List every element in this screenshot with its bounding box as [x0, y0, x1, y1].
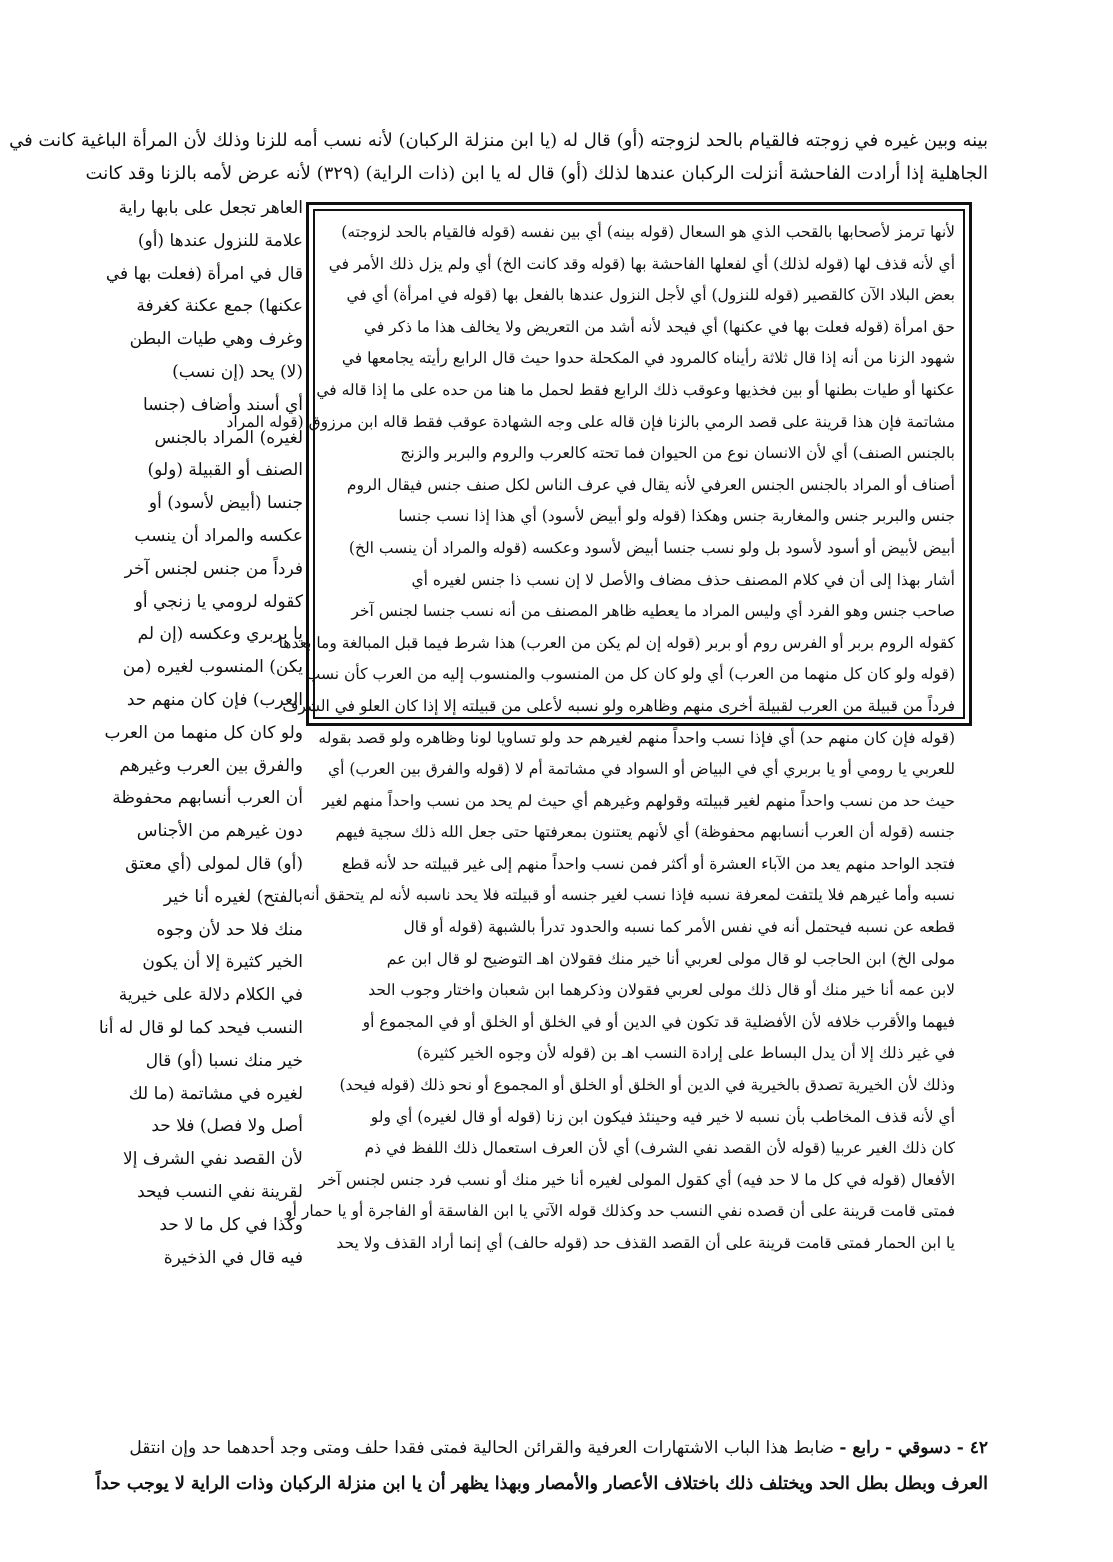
text-line: وغرف وهي طيات البطن — [129, 329, 303, 350]
text-line: بالجنس الصنف) أي لأن الانسان نوع من الحيوان فما تحته كالعرب والروم والبربر والزنج — [400, 444, 955, 463]
text-line: أشار بهذا إلى أن في كلام المصنف حذف مضاف والأصل لا إن نسب ذا جنس لغيره أي — [411, 570, 955, 589]
text-line: لغيره في مشاتمة (ما لك — [128, 1083, 303, 1104]
text-line: فرداً من قبيلة من العرب لقبيلة أخرى منهم وظاهره ولو نسبه لأعلى من قبيلته إلا إذا كان العلو في الشرف — [282, 696, 955, 715]
text-line: ولو كان كل منهما من العرب — [104, 722, 303, 743]
text-line: كان ذلك الغير عربيا (قوله لأن القصد نفي الشرف) أي لأن العرف استعمال ذلك اللفظ في ذم — [364, 1139, 955, 1158]
text-line: قطعه عن نسبه فيحتمل أنه في نفس الأمر كما نسبه والحدود تدرأ بالشبهة (قوله أو قال — [403, 918, 955, 937]
text-line: لغيره) المراد بالجنس — [154, 427, 303, 448]
text-line: كقوله لرومي يا زنجي أو — [134, 591, 303, 612]
text-line: فتجد الواحد منهم يعد من الآباء العشرة أو أكثر فمن نسب واحداً منهم إلى غير قبيلته حد لأنه قطع — [341, 854, 955, 873]
page-signature: ٤٢ - دسوقي - رابع - — [839, 1438, 988, 1458]
text-line: صاحب جنس وهو الفرد أي وليس المراد ما يعطيه ظاهر المصنف من أنه نسب جنسا لجنس آخر — [351, 602, 955, 621]
text-line: (لا) يحد (إن نسب) — [172, 361, 303, 382]
text-line: العرب) فإن كان منهم حد — [126, 689, 303, 710]
text-line: في غير ذلك إلا أن يدل البساط على إرادة النسب اهـ بن (قوله لأن وجوه الخير كثيرة) — [416, 1044, 955, 1063]
text-line: وكذا في كل ما لا حد — [159, 1214, 303, 1235]
text-line: خير منك نسبا (أو) قال — [145, 1050, 303, 1071]
text-line: عكسه والمراد أن ينسب — [134, 525, 303, 546]
text-line: للعربي يا رومي أو يا بربري أي في البياض أو السواد في مشاتمة أم لا (قوله والفرق بين العرب) أي — [328, 760, 955, 779]
text-line: الخير كثيرة إلا أن يكون — [142, 952, 303, 973]
text-line: عكنها أو طيات بطنها أو بين فخذيها وعوقب ذلك الرابع فقط لحمل ما هنا من حده على ما إذا قاله في — [316, 380, 955, 399]
footer-line-1-text: ضابط هذا الباب الاشتهارات العرفية والقرائن الحالية فمتى فقدا حلف ومتى وجد أحدهما حد وإن انتقل — [129, 1438, 834, 1458]
text-line: مولى الخ) ابن الحاجب لو قال مولى لعربي أنا خير منك فقولان اهـ التوضيح لو قال ابن عم — [386, 949, 955, 968]
text-line: فرداً من جنس لجنس آخر — [124, 558, 303, 579]
footer-text — [95, 1430, 988, 1502]
text-line: علامة للنزول عندها (أو) — [137, 230, 303, 251]
text-line: بعض البلاد الآن كالقصير (قوله للنزول) أي لأجل النزول عندها بالفعل بها (قوله في امرأة) أي في — [346, 286, 955, 305]
text-line: قال في امرأة (فعلت بها في — [105, 263, 303, 284]
text-line: فيه قال في الذخيرة — [163, 1247, 303, 1268]
text-line: كقوله الروم بربر أو الفرس روم أو بربر (قوله إن لم يكن من العرب) هذا شرط فيما قبل المبالغة وما بعدها — [278, 633, 955, 652]
text-line: لأنها ترمز لأصحابها بالقحب الذي هو السعال (قوله بينه) أي بين نفسه (قوله فالقيام بالحد لزوجته) — [341, 223, 955, 241]
text-line: فمتى قامت قرينة على أن قصده نفي النسب حد وكذلك قوله الآتي يا ابن الفاسقة أو الفاجرة أو يا حمار أو — [285, 1202, 955, 1221]
text-line: أبيض لأبيض أو أسود لأسود بل ولو نسب جنسا أبيض لأسود وعكسه (قوله والمراد أن ينسب الخ) — [348, 538, 955, 557]
text-line: يا بربري وعكسه (إن لم — [137, 624, 303, 645]
text-line: أصل ولا فصل) فلا حد — [151, 1116, 303, 1137]
footer-line-2: العرف وبطل بطل الحد ويختلف ذلك باختلاف الأعصار والأمصار وبهذا يظهر أن يا ابن منزلة الركبان وذات الراية لا يوجب حداً — [95, 1474, 988, 1494]
text-line: أي لأنه قذف المخاطب بأن نسبه لا خير فيه وحينئذ فيكون ابن زنا (قوله أو قال لغيره) أي ولو — [370, 1107, 955, 1126]
text-line: أصناف أو المراد بالجنس الجنس العرفي لأنه يقال في عرف الناس لكل صنف جنس فيقال الروم — [346, 475, 955, 494]
text-line: الأفعال (قوله في كل ما لا حد فيه) أي كقول المولى لغيره أنا خير منك أو نسب فرد جنس لجنس آخر — [318, 1170, 955, 1189]
text-line: منك فلا حد لأن وجوه — [156, 919, 303, 940]
text-line: لأن القصد نفي الشرف إلا — [123, 1149, 303, 1170]
footer-line-1 — [108, 1430, 988, 1466]
text-line: فيهما والأقرب خلافه لأن الأفضلية قد تكون في الدين أو في الخلق أو الخلق أو في المجموع أو — [362, 1012, 955, 1031]
text-line: لابن عمه أنا خير منك أو قال ذلك مولى لعربي فقولان وذكرهما ابن شعبان واختار وجوب الحد — [368, 981, 955, 1000]
text-line: (قوله ولو كان كل منهما من العرب) أي ولو كان كل من المنسوب والمنسوب إليه من العرب كأن نسب — [305, 665, 955, 684]
text-line: يا ابن الحمار فمتى قامت قرينة على أن القصد القذف حد (قوله حالف) أي إنما أراد القذف ولا يحد — [336, 1234, 955, 1252]
main-text-column — [98, 192, 303, 1274]
text-line: لقرينة نفي النسب فيحد — [137, 1181, 303, 1202]
text-line: في الكلام دلالة على خيرية — [118, 985, 303, 1006]
text-line: حيث حد من نسب واحداً منهم لغير قبيلته وقولهم وغيرهم أي حيث لم يحد من نسب واحداً منهم لغير — [322, 791, 955, 810]
text-line: يكن) المنسوب لغيره (من — [122, 657, 303, 678]
main-text-top — [9, 124, 988, 190]
text-line: بينه وبين غيره في زوجته فالقيام بالحد لزوجته (أو) قال له (يا ابن منزلة الركبان) لأنه نسب أمه للزنا وذلك لأن المرأة الباغية كانت في — [9, 130, 988, 151]
text-line: عكنها) جمع عكنة كغرفة — [136, 296, 303, 317]
text-line: جنس والبربر جنس والمغاربة جنس وهكذا (قوله ولو أبيض لأسود) أي هذا إذا نسب جنسا — [398, 507, 955, 526]
text-line: أي أسند وأضاف (جنسا — [142, 394, 303, 415]
text-line: أن العرب أنسابهم محفوظة — [112, 788, 303, 809]
text-line: حق امرأة (قوله فعلت بها في عكنها) أي فيحد لأنه أشد من التعريض ولا يخالف هذا ما ذكر في — [363, 317, 955, 336]
text-line: (قوله فإن كان منهم حد) أي فإذا نسب واحداً منهم لغيرهم حد ولو تساويا لونا وظاهره ولو قصد بقوله — [318, 728, 955, 747]
text-line: شهود الزنا من أنه إذا قال ثلاثة رأيناه كالمرود في المكحلة حدوا حيث قال الرابع رأيته يجامعها في — [341, 349, 955, 368]
text-line: جنسا (أبيض لأسود) أو — [148, 493, 303, 514]
text-line: وذلك لأن الخيرية تصدق بالخيرية في الدين أو الخلق أو الخلق أو المجموع أو نحو ذلك (قوله فيحد) — [339, 1076, 955, 1095]
text-line: (أو) قال لمولى (أي معتق — [125, 853, 303, 874]
text-line: أي لأنه قذف لها (قوله لذلك) أي لفعلها الفاحشة بها (قوله وقد كانت الخ) أي ولم يزل ذلك الأمر في — [328, 254, 955, 273]
text-line: بالفتح) لغيره أنا خير — [163, 886, 303, 907]
text-line: النسب فيحد كما لو قال له أنا — [98, 1017, 303, 1038]
text-line: دون غيرهم من الأجناس — [136, 821, 303, 842]
text-line: الصنف أو القبيلة (ولو) — [147, 460, 303, 481]
text-line: نسبه وأما غيرهم فلا يلتفت لمعرفة نسبه فإذا نسب لغير جنسه أو قبيلته فلا يحد ناسبه لأنه لم يتحقق أنه — [302, 886, 955, 905]
text-line: جنسه (قوله أن العرب أنسابهم محفوظة) أي لأنهم يعتنون بمعرفتها حتى جعل الله ذلك سجية فيهم — [335, 823, 955, 842]
text-line: مشاتمة فإن هذا قرينة على قصد الرمي بالزنا فإن قاله على وجه الشهادة عوقب فقط قاله ابن مرزوق (قوله المراد — [226, 412, 955, 431]
text-line: العاهر تجعل على بابها راية — [118, 198, 303, 218]
text-line: الجاهلية إذا أرادت الفاحشة أنزلت الركبان عندها لذلك (أو) قال له يا ابن (ذات الراية) (٣٢٩) لأنه عرض لأمه بالزنا وقد كانت — [85, 163, 988, 184]
text-line: والفرق بين العرب وغيرهم — [119, 755, 303, 776]
